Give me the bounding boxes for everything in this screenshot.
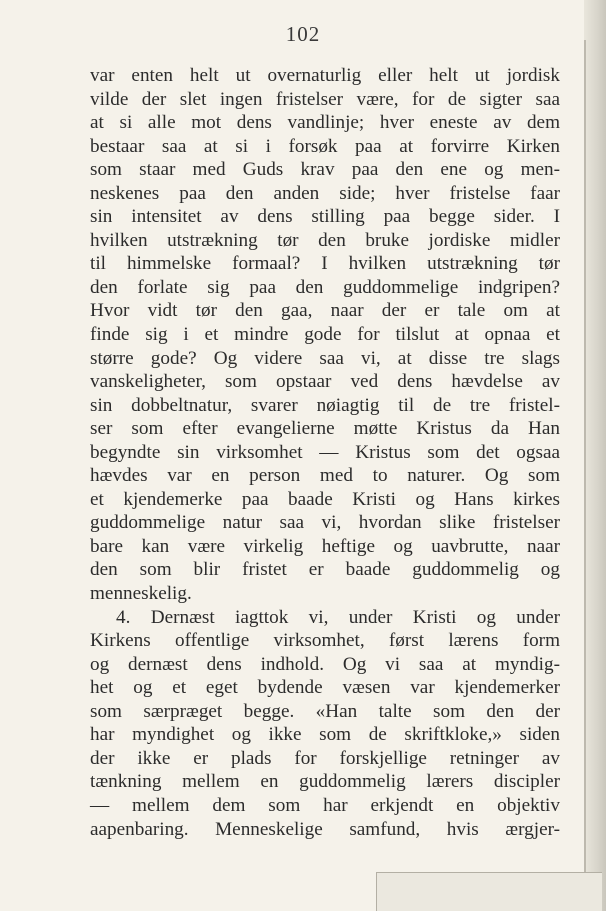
text-line: guddommelige natur saa vi, hvordan slike fristelser [90,512,560,534]
text-line: begyndte sin virksomhet — Kristus som det ogsaa [90,441,560,463]
text-line: den forlate sig paa den guddommelige indgripen? [90,276,560,298]
text-line: finde sig i et mindre gode for tilslut at opnaa et [90,324,560,346]
text-line: 4. Dernæst iagttok vi, under Kristi og under [116,606,560,628]
text-line: aapenbaring. Menneskelige samfund, hvis ærgjer- [90,818,560,840]
text-line: ser som efter evangelierne møtte Kristus da Han [90,418,560,440]
text-line: neskenes paa den anden side; hver fristelse faar [90,182,560,204]
text-line: at si alle mot dens vandlinje; hver eneste av dem [90,112,560,134]
text-line: menneskelig. [90,583,192,605]
text-line: som staar med Guds krav paa den ene og men- [90,159,560,181]
page-edge-shadow [584,0,606,911]
text-line: Hvor vidt tør den gaa, naar der er tale om at [90,300,560,322]
text-line: het og et eget bydende væsen var kjendemerker [90,677,560,699]
text-line: den som blir fristet er baade guddommelig og [90,559,560,581]
text-line: sin intensitet av dens stilling paa begge sider. I [90,206,560,228]
page-edge-line [584,40,586,890]
text-line: hvilken utstrækning tør den bruke jordiske midler [90,229,560,251]
text-line: et kjendemerke paa baade Kristi og Hans kirkes [90,488,560,510]
text-line: som særpræget begge. «Han talte som den der [90,700,560,722]
text-line: og dernæst dens indhold. Og vi saa at myndig- [90,653,560,675]
text-line: — mellem dem som har erkjendt en objektiv [90,794,560,816]
text-line: har myndighet og ikke som de skriftkloke,» siden [90,724,560,746]
text-line: bare kan være virkelig heftige og uavbrutte, naar [90,535,560,557]
body-text [90,64,560,841]
text-line: til himmelske formaal? I hvilken utstrækning tør [90,253,560,275]
text-line: var enten helt ut overnaturlig eller helt ut jordisk [90,65,560,86]
text-line: vanskeligheter, som opstaar ved dens hævdelse av [90,371,560,393]
page-number: 102 [285,22,321,46]
text-line: større gode? Og videre saa vi, at disse tre slags [90,347,560,369]
text-line: sin dobbeltnatur, svarer nøiagtig til de tre fristel- [90,394,560,416]
scan-artifact-box [376,872,602,911]
text-line: hævdes var en person med to naturer. Og som [90,465,560,487]
text-line: der ikke er plads for forskjellige retninger av [90,747,560,769]
text-line: tænkning mellem en guddommelig lærers discipler [90,771,560,793]
text-line: vilde der slet ingen fristelser være, for de sigter saa [90,88,560,110]
text-line: Kirkens offentlige virksomhet, først lærens form [90,630,560,652]
text-line: bestaar saa at si i forsøk paa at forvirre Kirken [90,135,560,157]
